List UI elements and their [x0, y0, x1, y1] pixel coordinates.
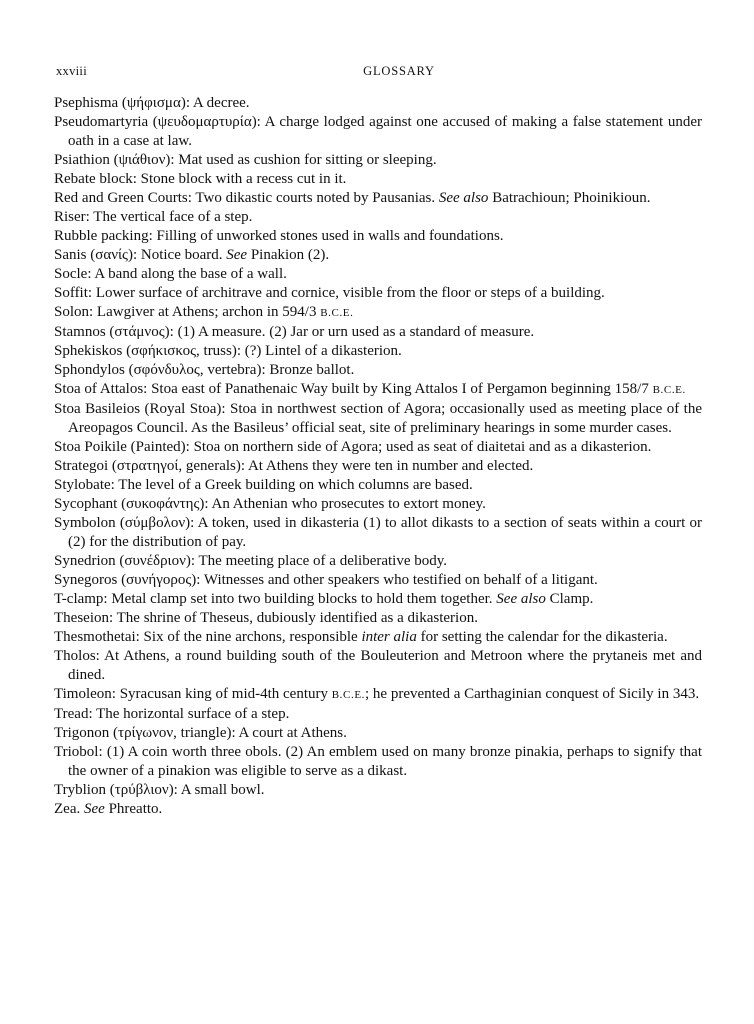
- glossary-entry: [54, 514, 702, 552]
- glossary-entry: [54, 495, 702, 514]
- glossary-entry: [54, 361, 702, 380]
- entry-text: Pseudomartyria (ψευδομαρτυρία): A charge lodged against one accused of making a false statement under oath in a case at law.: [54, 114, 702, 149]
- entry-text: Tread: The horizontal surface of a step.: [54, 706, 290, 722]
- glossary-entry: [54, 323, 702, 342]
- glossary-entry: [54, 571, 702, 590]
- entry-text: Clamp.: [545, 591, 594, 607]
- glossary-entry: [54, 189, 702, 208]
- entry-text: Stoa Basileios (Royal Stoa): Stoa in northwest section of Agora; occasionally used as meeting place of the Areopagos Council. As the Basileus’ official seat, site of preliminary hearings in some murder cases.: [54, 401, 702, 436]
- glossary-entry: [54, 246, 702, 265]
- glossary-entry: [54, 265, 702, 284]
- entry-text: Stylobate: The level of a Greek building on which columns are based.: [54, 477, 473, 493]
- entry-text: Strategoi (στρατηγοί, generals): At Athens they were ten in number and elected.: [54, 458, 534, 474]
- entry-text: Tholos: At Athens, a round building south of the Bouleuterion and Metroon where the prytaneis met and dined.: [54, 648, 702, 683]
- glossary-entries: [54, 94, 702, 819]
- era-abbreviation: B.C.E.: [320, 307, 354, 319]
- glossary-entry: [54, 800, 702, 819]
- entry-text: Rebate block: Stone block with a recess cut in it.: [54, 171, 347, 187]
- glossary-entry: [54, 284, 702, 303]
- entry-text: Stoa of Attalos: Stoa east of Panathenaic Way built by King Attalos I of Pergamon beginning 158/7: [54, 381, 653, 397]
- entry-text: Synedrion (συνέδριον): The meeting place of a deliberative body.: [54, 553, 448, 569]
- latin-phrase: inter alia: [361, 629, 417, 645]
- running-head: GLOSSARY: [363, 64, 435, 78]
- entry-text: Triobol: (1) A coin worth three obols. (2) An emblem used on many bronze pinakia, perhaps to signify that the owner of a pinakion was eligible to serve as a dikast.: [54, 744, 702, 779]
- glossary-entry: [54, 151, 702, 170]
- entry-text: Stoa Poikile (Painted): Stoa on northern side of Agora; used as seat of diaitetai and as a dikasterion.: [54, 439, 652, 455]
- glossary-entry: [54, 781, 702, 800]
- glossary-entry: [54, 342, 702, 361]
- entry-text: Trigonon (τρίγωνον, triangle): A court at Athens.: [54, 725, 347, 741]
- entry-text: Sycophant (συκοφάντης): An Athenian who prosecutes to extort money.: [54, 496, 486, 512]
- cross-reference: See also: [496, 591, 546, 607]
- era-abbreviation: B.C.E.: [331, 689, 365, 701]
- entry-text: Sphondylos (σφόνδυλος, vertebra): Bronze ballot.: [54, 362, 355, 378]
- entry-text: Theseion: The shrine of Theseus, dubiously identified as a dikasterion.: [54, 610, 478, 626]
- entry-text: Socle: A band along the base of a wall.: [54, 266, 287, 282]
- glossary-entry: [54, 705, 702, 724]
- cross-reference: See: [226, 247, 248, 263]
- page-number: xxviii: [56, 64, 87, 78]
- entry-text: Riser: The vertical face of a step.: [54, 209, 253, 225]
- entry-text: Psiathion (ψιάθιον): Mat used as cushion for sitting or sleeping.: [54, 152, 437, 168]
- glossary-entry: [54, 94, 702, 113]
- entry-text: T-clamp: Metal clamp set into two building blocks to hold them together.: [54, 591, 497, 607]
- glossary-entry: [54, 476, 702, 495]
- glossary-entry: [54, 113, 702, 151]
- entry-text: Symbolon (σύμβολον): A token, used in dikasteria (1) to allot dikasts to a section of seats within a court or (2) for the distribution of pay.: [54, 515, 702, 550]
- entry-text: Solon: Lawgiver at Athens; archon in 594/3: [54, 304, 321, 320]
- cross-reference: See also: [438, 190, 489, 206]
- glossary-entry: [54, 303, 702, 323]
- entry-text: Thesmothetai: Six of the nine archons, responsible: [54, 629, 362, 645]
- entry-text: ; he prevented a Carthaginian conquest of Sicily in 343.: [365, 686, 700, 702]
- entry-text: Sanis (σανίς): Notice board.: [54, 247, 227, 263]
- glossary-entry: [54, 743, 702, 781]
- glossary-entry: [54, 170, 702, 189]
- entry-text: Phreatto.: [104, 801, 163, 817]
- glossary-entry: [54, 227, 702, 246]
- entry-text: Zea.: [54, 801, 84, 817]
- glossary-entry: [54, 400, 702, 438]
- glossary-entry: [54, 457, 702, 476]
- glossary-entry: [54, 685, 702, 705]
- glossary-entry: [54, 590, 702, 609]
- entry-text: Sphekiskos (σφήκισκος, truss): (?) Lintel of a dikasterion.: [54, 343, 402, 359]
- entry-text: Timoleon: Syracusan king of mid-4th century: [54, 686, 332, 702]
- entry-text: Psephisma (ψήφισμα): A decree.: [54, 95, 250, 111]
- glossary-entry: [54, 552, 702, 571]
- entry-text: Synegoros (συνήγορος): Witnesses and other speakers who testified on behalf of a litigant.: [54, 572, 598, 588]
- entry-text: Soffit: Lower surface of architrave and cornice, visible from the floor or steps of a building.: [54, 285, 605, 301]
- glossary-entry: [54, 208, 702, 227]
- glossary-entry: [54, 609, 702, 628]
- glossary-entry: [54, 628, 702, 647]
- entry-text: Batrachioun; Phoinikioun.: [488, 190, 651, 206]
- entry-text: Pinakion (2).: [247, 247, 330, 263]
- page-header: [56, 64, 702, 84]
- entry-text: Red and Green Courts: Two dikastic courts noted by Pausanias.: [54, 190, 439, 206]
- cross-reference: See: [83, 801, 105, 817]
- era-abbreviation: B.C.E.: [652, 384, 686, 396]
- entry-text: Tryblion (τρύβλιον): A small bowl.: [54, 782, 265, 798]
- glossary-entry: [54, 438, 702, 457]
- entry-text: for setting the calendar for the dikasteria.: [416, 629, 668, 645]
- entry-text: Stamnos (στάμνος): (1) A measure. (2) Jar or urn used as a standard of measure.: [54, 324, 535, 340]
- entry-text: Rubble packing: Filling of unworked stones used in walls and foundations.: [54, 228, 504, 244]
- glossary-entry: [54, 724, 702, 743]
- glossary-entry: [54, 647, 702, 685]
- glossary-entry: [54, 380, 702, 400]
